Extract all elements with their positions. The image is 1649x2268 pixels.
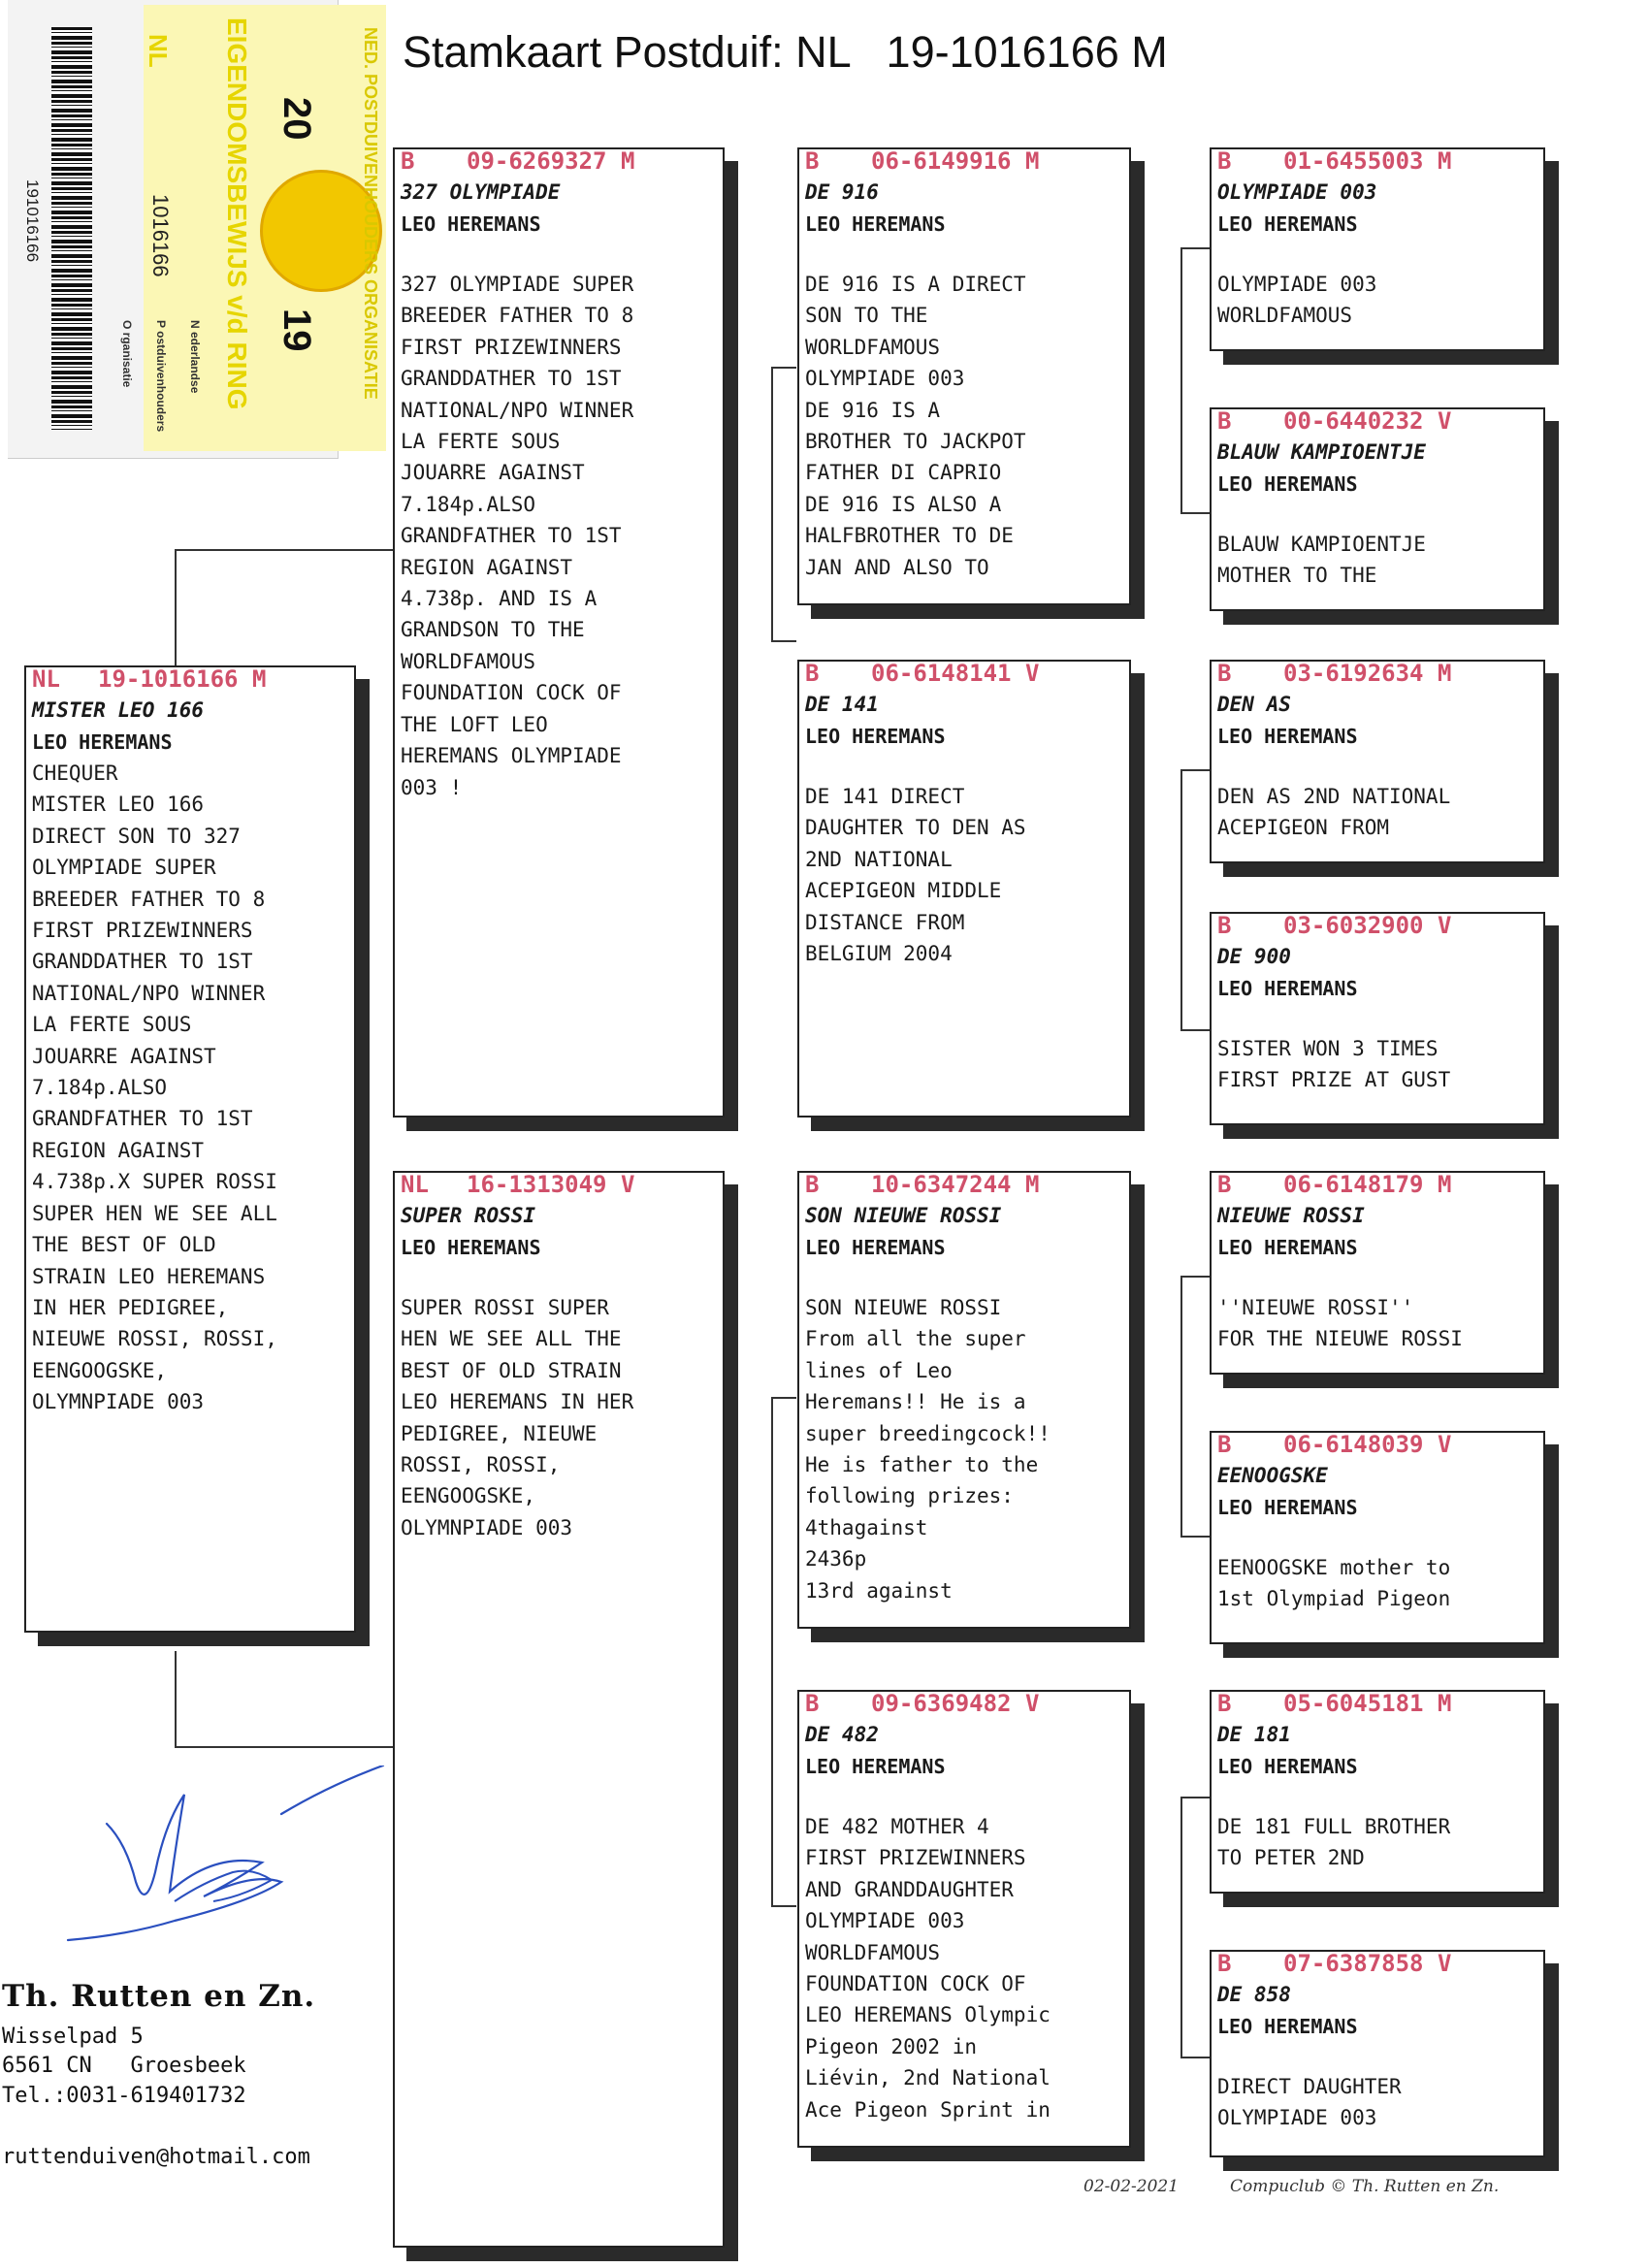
connector <box>771 367 796 369</box>
owner-name: Th. Rutten en Zn. <box>2 1979 316 2014</box>
page-title: Stamkaart Postduif: NL 19-1016166 M <box>403 27 1168 77</box>
sex: M <box>1437 1690 1452 1717</box>
connector <box>771 1397 773 1907</box>
ring-header <box>1217 1171 1537 1198</box>
connector <box>1180 769 1182 1031</box>
sex: V <box>1437 407 1452 435</box>
description: DEN AS 2ND NATIONAL ACEPIGEON FROM <box>1217 785 1451 840</box>
pedigree-card-mff <box>1210 1171 1545 1375</box>
connector <box>771 367 773 642</box>
ring-number: 01-6455003 <box>1283 147 1424 175</box>
connector <box>1180 2057 1210 2058</box>
ring-header <box>1217 660 1537 687</box>
ring-header <box>32 665 348 693</box>
sex: M <box>1437 147 1452 175</box>
country-code: B <box>1217 1171 1232 1198</box>
year-left: 20 <box>275 97 318 141</box>
card-heading: EIGENDOMSBEWIJS v/d RING <box>222 17 252 410</box>
ring-number: 07-6387858 <box>1283 1950 1424 1977</box>
ring-header <box>1217 1690 1537 1717</box>
bird-name: OLYMPIADE 003 <box>1217 180 1377 204</box>
connector <box>1180 1797 1210 1798</box>
sex: M <box>1437 660 1452 687</box>
owner-city: 6561 CN Groesbeek <box>2 2054 246 2078</box>
connector <box>1180 1276 1182 1538</box>
country-code: B <box>805 1690 820 1717</box>
country-code: B <box>1217 912 1232 939</box>
ring-number: 10-6347244 <box>871 1171 1012 1198</box>
sex: M <box>1024 147 1040 175</box>
description: 327 OLYMPIADE SUPER BREEDER FATHER TO 8 FIRST PRIZEWINNERS GRANDDATHER TO 1ST NATIONAL/NPO WINNER LA FERTE SOUS JOUARRE AGAINST 7.184p.ALSO GRANDFATHER TO 1ST REGION AGAINST 4.738p. AND IS A GRANDSON TO THE WORLDFAMOUS FOUNDATION COCK OF THE LOFT LEO HEREMANS OLYMPIADE 003 ! <box>401 273 634 799</box>
pedigree-card-main <box>24 665 356 1633</box>
pedigree-card-father-father <box>797 147 1131 605</box>
connector <box>1180 1797 1182 2058</box>
description: DE 181 FULL BROTHER TO PETER 2ND <box>1217 1815 1451 1870</box>
barcode-number: 191016166 <box>23 179 42 263</box>
ring-number: 00-6440232 <box>1283 407 1424 435</box>
pedigree-card-ffm <box>1210 407 1545 611</box>
bird-name: 327 OLYMPIADE <box>401 180 561 204</box>
breeder: LEO HEREMANS <box>1217 725 1358 748</box>
connector <box>175 549 393 551</box>
connector <box>1180 1276 1210 1278</box>
ring-number: 06-6148039 <box>1283 1431 1424 1458</box>
pedigree-card-mother-father <box>797 1171 1131 1629</box>
sex: M <box>1437 1171 1452 1198</box>
sex: M <box>251 665 267 693</box>
connector <box>1180 512 1210 514</box>
breeder: LEO HEREMANS <box>1217 212 1358 236</box>
ring-number: 1016166 <box>148 194 173 277</box>
ring-number: 06-6149916 <box>871 147 1012 175</box>
country-code: B <box>1217 1950 1232 1977</box>
country-code: NL <box>32 665 60 693</box>
ring-header <box>805 1171 1123 1198</box>
breeder: LEO HEREMANS <box>1217 1496 1358 1519</box>
signature <box>58 1766 388 1960</box>
bird-name: MISTER LEO 166 <box>32 698 205 722</box>
year-right: 19 <box>275 308 318 352</box>
pedigree-card-mother-mother <box>797 1690 1131 2148</box>
country-code: B <box>1217 407 1232 435</box>
description: DE 916 IS A DIRECT SON TO THE WORLDFAMOUS OLYMPIADE 003 DE 916 IS A BROTHER TO JACKPOT FATHER DI CAPRIO DE 916 IS ALSO A HALFBROTHER TO DE JAN AND ALSO TO <box>805 273 1026 579</box>
pedigree-card-mother <box>393 1171 725 2248</box>
pedigree-card-fmf <box>1210 660 1545 863</box>
breeder: LEO HEREMANS <box>805 212 946 236</box>
ring-header <box>1217 147 1537 175</box>
bird-name: NIEUWE ROSSI <box>1217 1204 1365 1227</box>
description: CHEQUER MISTER LEO 166 DIRECT SON TO 327 OLYMPIADE SUPER BREEDER FATHER TO 8 FIRST PRIZEWINNERS GRANDDATHER TO 1ST NATIONAL/NPO WINNER LA FERTE SOUS JOUARRE AGAINST 7.184p.ALSO GRANDFATHER TO 1ST REGION AGAINST 4.738p.X SUPER ROSSI SUPER HEN WE SEE ALL THE BEST OF OLD STRAIN LEO HEREMANS IN HER PEDIGREE, NIEUWE ROSSI, ROSSI, EENGOOGSKE, OLYMNPIADE 003 <box>32 761 277 1414</box>
bird-name: BLAUW KAMPIOENTJE <box>1217 440 1426 464</box>
bird-name: EENOOGSKE <box>1217 1464 1328 1487</box>
org-line-3: O rganisatie <box>120 320 134 388</box>
description: SON NIEUWE ROSSI From all the super lines of Leo Heremans!! He is a super breedingcock!! He is father to the following prizes: 4thagainst 2436p 13rd against <box>805 1296 1051 1603</box>
card-organisation-text: NED. POSTDUIVENHOUDERS ORGANISATIE <box>361 27 380 400</box>
description: DIRECT DAUGHTER OLYMPIADE 003 <box>1217 2075 1402 2130</box>
breeder: LEO HEREMANS <box>1217 1755 1358 1778</box>
ring-header <box>1217 1950 1537 1977</box>
ring-header <box>1217 912 1537 939</box>
breeder: LEO HEREMANS <box>805 725 946 748</box>
country-code: B <box>401 147 415 175</box>
breeder: LEO HEREMANS <box>805 1236 946 1259</box>
connector <box>771 640 796 642</box>
ring-number: 03-6192634 <box>1283 660 1424 687</box>
connector <box>1180 769 1210 771</box>
barcode <box>51 27 92 430</box>
breeder: LEO HEREMANS <box>32 730 173 754</box>
bird-name: SON NIEUWE ROSSI <box>805 1204 1002 1227</box>
country-code: NL <box>144 34 173 68</box>
bird-name: DE 141 <box>805 693 879 716</box>
pedigree-card-fmm <box>1210 912 1545 1125</box>
bird-name: DE 181 <box>1217 1723 1291 1746</box>
country-code: B <box>805 1171 820 1198</box>
description: SUPER ROSSI SUPER HEN WE SEE ALL THE BEST OF OLD STRAIN LEO HEREMANS IN HER PEDIGREE, NIEUWE ROSSI, ROSSI, EENGOOGSKE, OLYMNPIADE 003 <box>401 1296 634 1539</box>
ring-number: 06-6148141 <box>871 660 1012 687</box>
connector <box>175 1746 393 1748</box>
sex: V <box>620 1171 635 1198</box>
country-code: B <box>805 660 820 687</box>
print-date: 02-02-2021 <box>1083 2177 1180 2196</box>
pedigree-card-father-mother <box>797 660 1131 1118</box>
breeder: LEO HEREMANS <box>1217 472 1358 496</box>
connector <box>175 549 177 667</box>
ring-number: 06-6148179 <box>1283 1171 1424 1198</box>
sex: V <box>1437 1950 1452 1977</box>
sex: V <box>1024 660 1040 687</box>
ring-number: 19-1016166 <box>98 665 239 693</box>
bird-name: SUPER ROSSI <box>401 1204 536 1227</box>
country-code: B <box>1217 1431 1232 1458</box>
sex: M <box>620 147 635 175</box>
pedigree-card-fff <box>1210 147 1545 351</box>
country-code: B <box>1217 1690 1232 1717</box>
country-code: B <box>805 147 820 175</box>
connector <box>771 1397 796 1399</box>
ring-number: 09-6269327 <box>467 147 607 175</box>
description: DE 141 DIRECT DAUGHTER TO DEN AS 2ND NATIONAL ACEPIGEON MIDDLE DISTANCE FROM BELGIUM 2004 <box>805 785 1026 966</box>
ring-number: 09-6369482 <box>871 1690 1012 1717</box>
ring-header <box>401 147 717 175</box>
ring-header <box>1217 1431 1537 1458</box>
bird-name: DE 482 <box>805 1723 879 1746</box>
pedigree-card-mmm <box>1210 1950 1545 2157</box>
breeder: LEO HEREMANS <box>805 1755 946 1778</box>
ring-header <box>805 1690 1123 1717</box>
sex: V <box>1437 912 1452 939</box>
ring-number: 05-6045181 <box>1283 1690 1424 1717</box>
ring-header <box>805 147 1123 175</box>
description: SISTER WON 3 TIMES FIRST PRIZE AT GUST <box>1217 1037 1451 1092</box>
ring-number: 16-1313049 <box>467 1171 607 1198</box>
owner-phone: Tel.:0031-619401732 <box>2 2084 246 2108</box>
breeder: LEO HEREMANS <box>401 212 541 236</box>
bird-name: DE 858 <box>1217 1983 1291 2006</box>
owner-email[interactable]: ruttenduiven@hotmail.com <box>2 2145 310 2169</box>
connector <box>1180 1536 1210 1538</box>
ring-header <box>805 660 1123 687</box>
pedigree-card-father <box>393 147 725 1118</box>
sex: V <box>1024 1690 1040 1717</box>
connector <box>1180 247 1182 514</box>
description: ''NIEUWE ROSSI'' FOR THE NIEUWE ROSSI <box>1217 1296 1463 1351</box>
connector <box>1180 1029 1210 1031</box>
description: OLYMPIADE 003 WORLDFAMOUS <box>1217 273 1377 328</box>
country-code: B <box>1217 147 1232 175</box>
bird-name: DE 916 <box>805 180 879 204</box>
sex: M <box>1024 1171 1040 1198</box>
pedigree-card-mmf <box>1210 1690 1545 1894</box>
connector <box>175 1651 177 1748</box>
bird-name: DEN AS <box>1217 693 1291 716</box>
ownership-card <box>8 0 339 459</box>
description: DE 482 MOTHER 4 FIRST PRIZEWINNERS AND GRANDDAUGHTER OLYMPIADE 003 WORLDFAMOUS FOUNDATION COCK OF LEO HEREMANS Olympic Pigeon 2002 in Liévin, 2nd National Ace Pigeon Sprint in <box>805 1815 1051 2122</box>
ring-header <box>401 1171 717 1198</box>
description: EENOOGSKE mother to 1st Olympiad Pigeon <box>1217 1556 1451 1611</box>
breeder: LEO HEREMANS <box>1217 977 1358 1000</box>
breeder: LEO HEREMANS <box>1217 2015 1358 2038</box>
description: BLAUW KAMPIOENTJE MOTHER TO THE <box>1217 533 1426 588</box>
bird-name: DE 900 <box>1217 945 1291 968</box>
org-line-2: P ostduivenhouders <box>154 320 168 433</box>
sex: V <box>1437 1431 1452 1458</box>
breeder: LEO HEREMANS <box>1217 1236 1358 1259</box>
country-code: NL <box>401 1171 429 1198</box>
ring-header <box>1217 407 1537 435</box>
connector <box>771 1905 796 1907</box>
connector <box>1180 247 1210 249</box>
org-line-1: N ederlandse <box>188 320 202 394</box>
copyright: Compuclub © Th. Rutten en Zn. <box>1230 2177 1500 2196</box>
ring-number: 03-6032900 <box>1283 912 1424 939</box>
breeder: LEO HEREMANS <box>401 1236 541 1259</box>
pedigree-card-mfm <box>1210 1431 1545 1644</box>
country-code: B <box>1217 660 1232 687</box>
owner-street: Wisselpad 5 <box>2 2025 144 2049</box>
